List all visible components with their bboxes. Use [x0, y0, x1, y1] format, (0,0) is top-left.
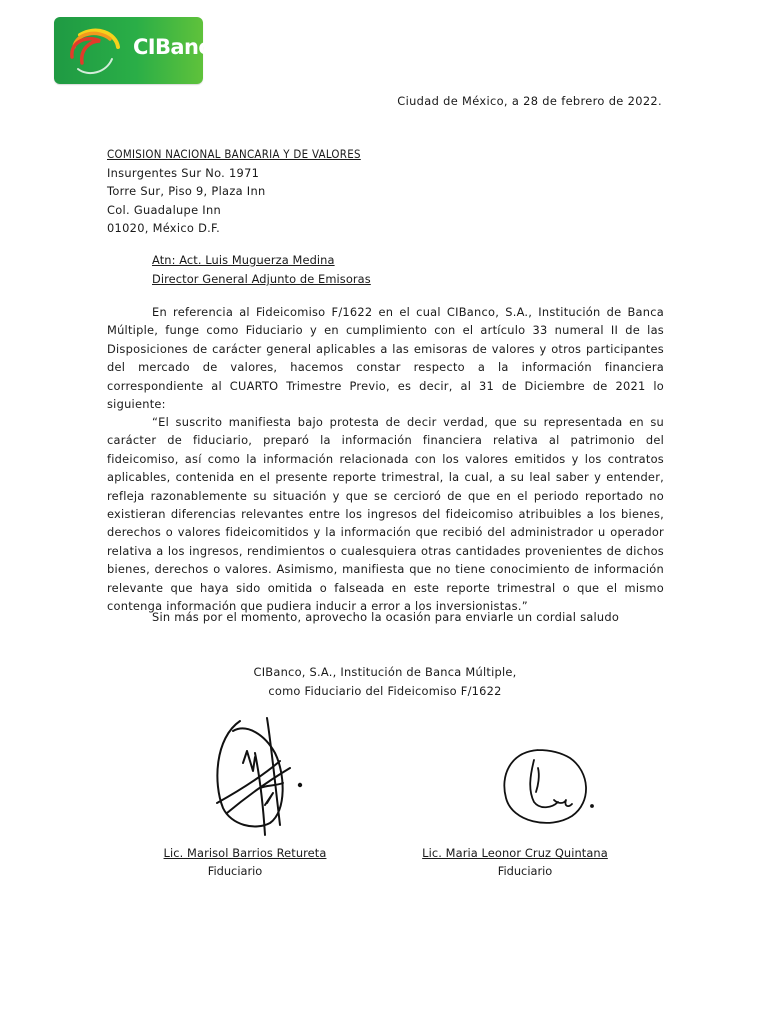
address-line: Torre Sur, Piso 9, Plaza Inn [107, 184, 266, 198]
attention-title: Director General Adjunto de Emisoras [152, 272, 371, 286]
signer-1-name: Lic. Marisol Barrios Retureta [163, 846, 327, 860]
attention-name: Atn: Act. Luis Muguerza Medina [152, 253, 335, 267]
signer-2 [410, 844, 620, 880]
signature-1-image [205, 713, 320, 838]
closing-block [200, 663, 570, 700]
body-paragraph-1: En referencia al Fideicomiso F/1622 en el cual CIBanco, S.A., Institución de Banca Múltiple, funge como Fiduciario y en cumplimiento con el artículo 33 numeral II de las Disposiciones de carácter general aplicables a las emisoras de valores y otros participantes del mercado de valores, hacemos constar respecto a la información financiera correspondiente al CUARTO Trimestre Previo, es decir, al 31 de Diciembre de 2021 lo siguiente: [107, 305, 664, 412]
closing-line-2: como Fiduciario del Fideicomiso F/1622 [268, 683, 502, 698]
signer-1-role: Fiduciario [207, 864, 263, 878]
logo-swirl-icon [66, 27, 126, 77]
signature-2-image [498, 746, 598, 831]
signer-1 [150, 844, 340, 880]
letter-date: Ciudad de México, a 28 de febrero de 2022. [397, 94, 662, 108]
address-line: Col. Guadalupe Inn [107, 202, 222, 217]
address-line: Insurgentes Sur No. 1971 [107, 165, 260, 180]
address-line: 01020, México D.F. [107, 221, 221, 235]
recipient-institution: COMISION NACIONAL BANCARIA Y DE VALORES [107, 147, 361, 161]
attention-block [152, 251, 371, 289]
body-paragraph-2: “El suscrito manifiesta bajo protesta de decir verdad, que su representada en su carácter de fiduciario, preparó la información financiera relativa al patrimonio del fideicomiso, así como la información relacionada con los valores emitidos y los contratos aplicables, contenida en el presente reporte trimestral, la cual, a su leal saber y entender, refleja razonablemente su situación y que se cercioró de que en el periodo reportado no existieran diferencias relevantes entre los ingresos del fideicomiso atribuibles a los bienes, derechos o valores fideicomitidos y la información que recibió del administrador u operador relativa a los ingresos, rendimientos o cualesquiera otras cantidades provenientes de dichos bienes, derechos o valores. Asimismo, manifiesta que no tiene conocimiento de información relevante que haya sido omitida o falseada en este reporte trimestral o que el mismo contenga información que pudiera inducir a error a los inversionistas.” [107, 415, 664, 614]
signer-2-role: Fiduciario [497, 864, 553, 878]
cibanco-logo [54, 17, 225, 84]
recipient-address [107, 145, 361, 238]
closing-line-1: CIBanco, S.A., Institución de Banca Múltiple, [253, 665, 517, 679]
signer-2-name: Lic. Maria Leonor Cruz Quintana [422, 846, 608, 860]
logo-wordmark: CIBanco [133, 35, 225, 59]
body-paragraph-3: Sin más por el momento, aprovecho la ocasión para enviarle un cordial saludo [152, 610, 620, 624]
